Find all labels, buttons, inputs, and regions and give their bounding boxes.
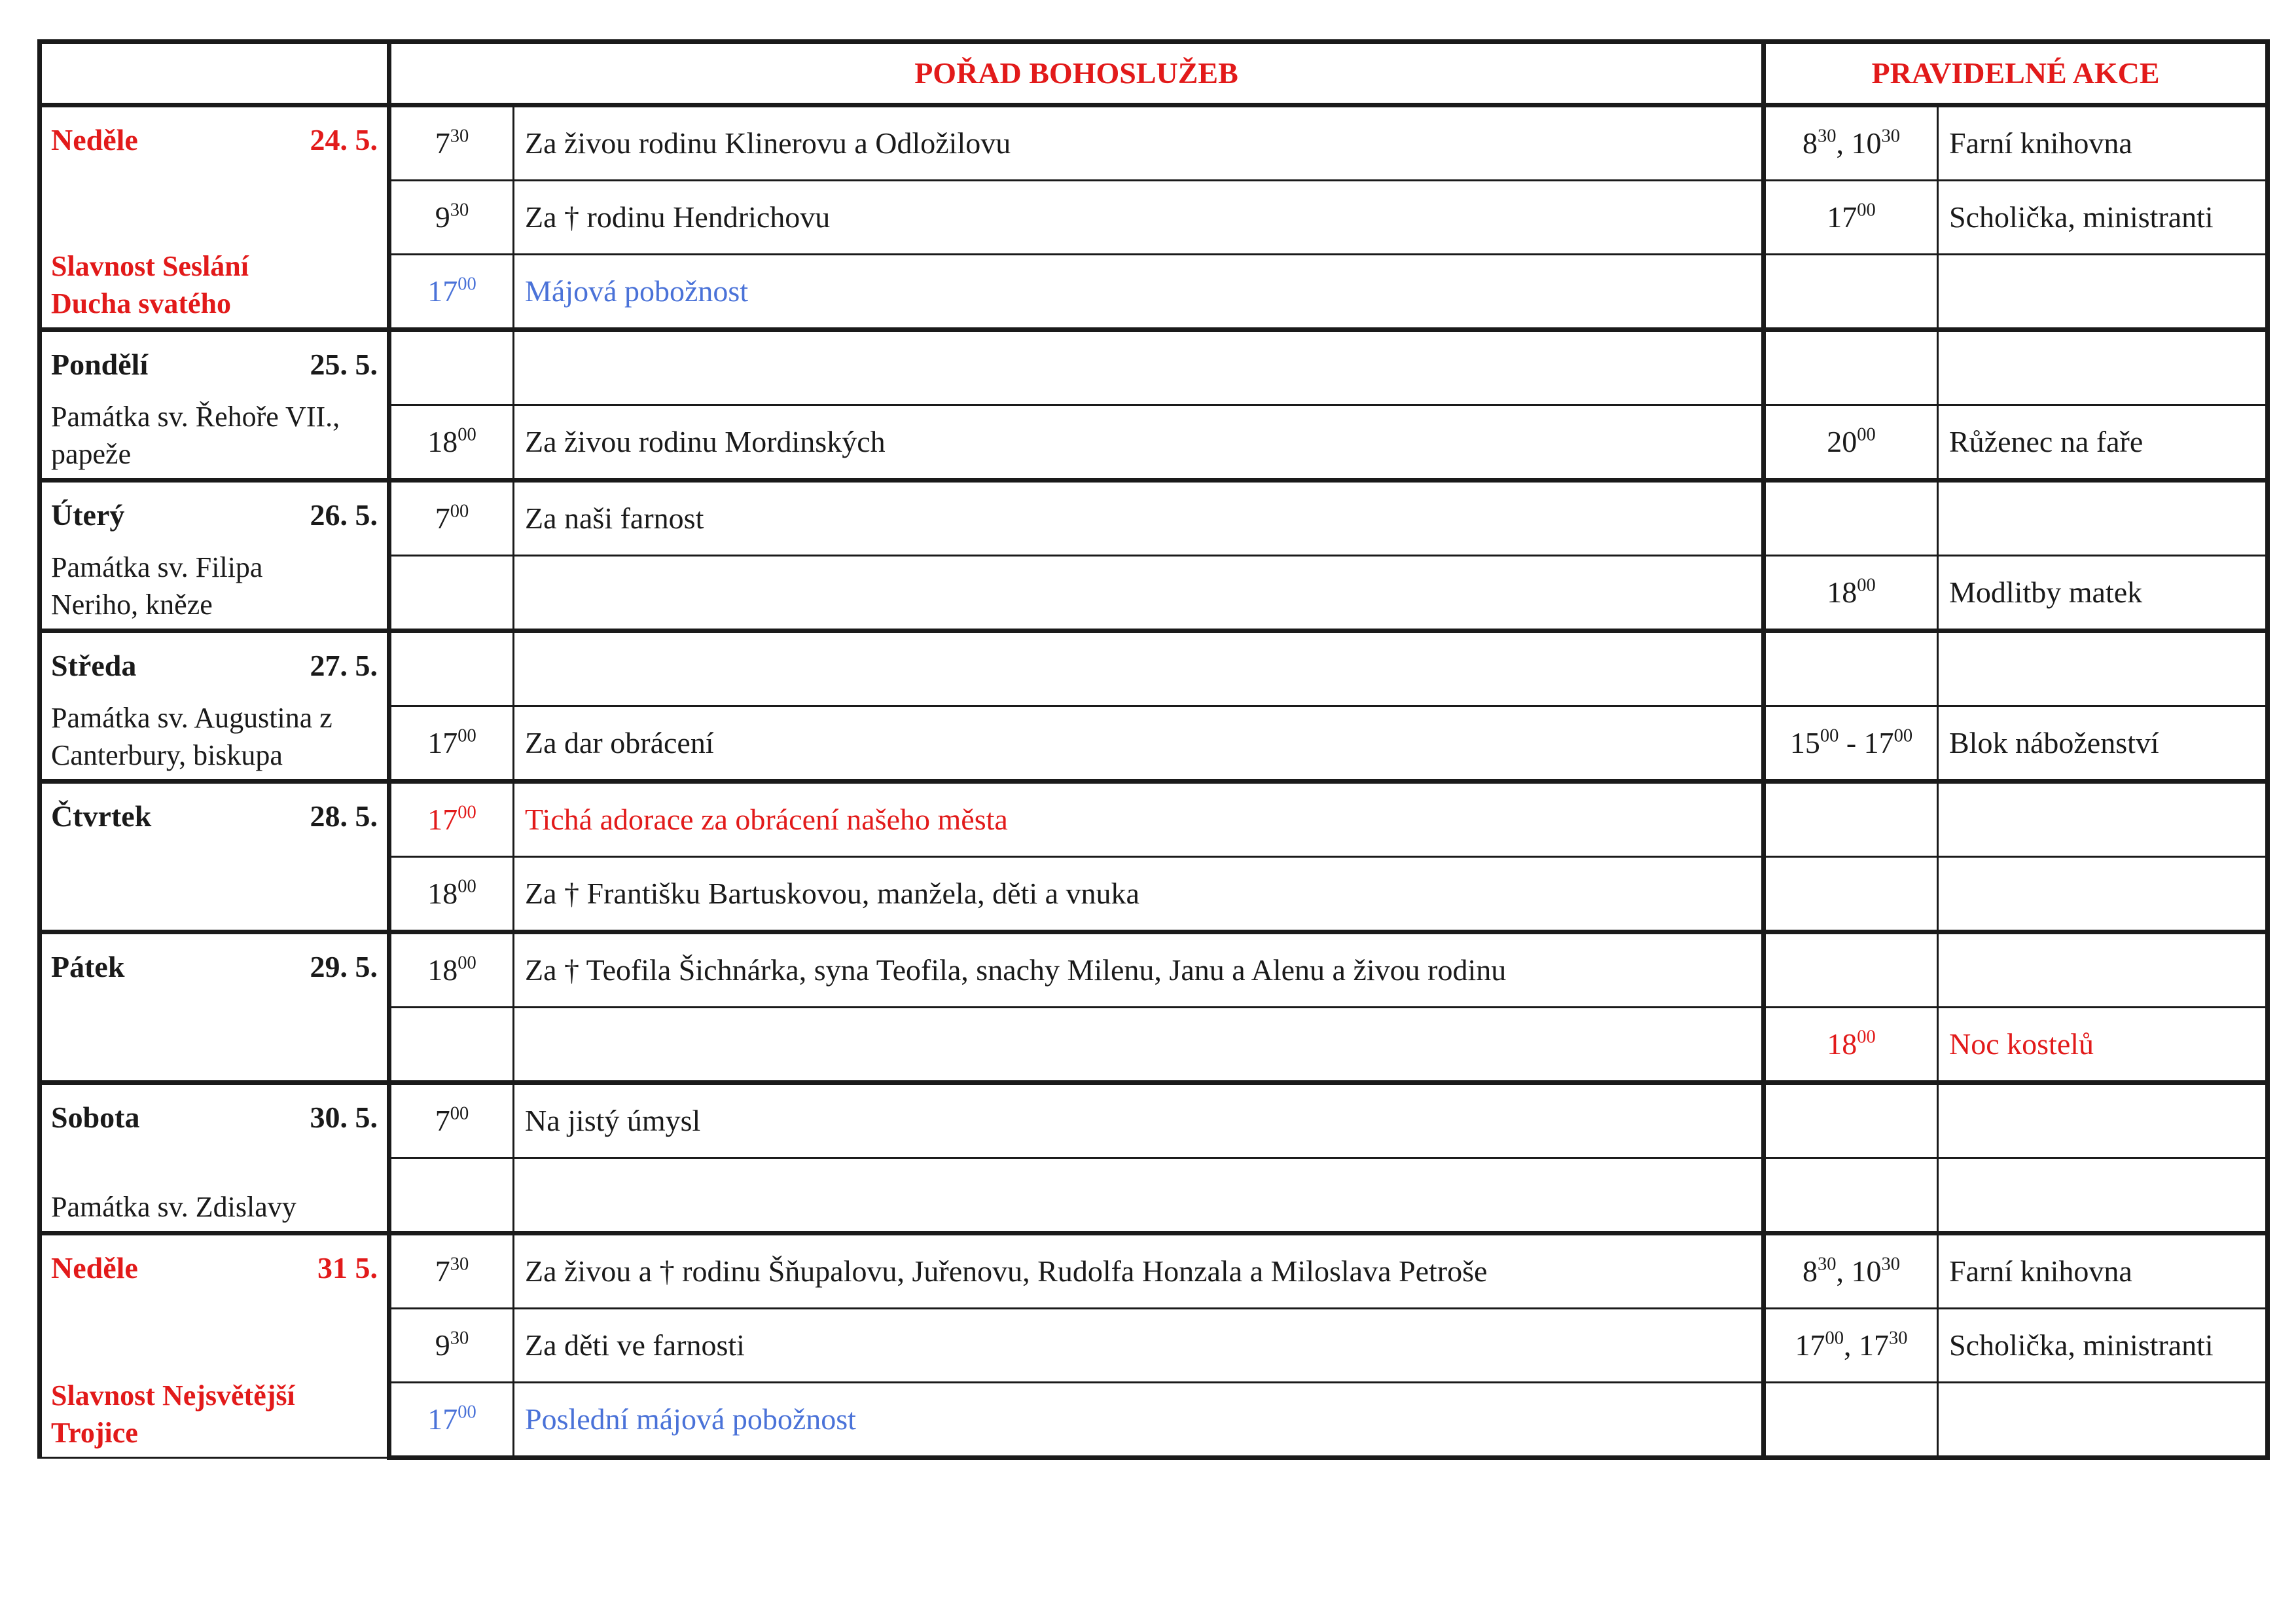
event-time bbox=[1764, 1383, 1938, 1458]
service-time: $7^{00}$ bbox=[389, 1083, 514, 1158]
event-name bbox=[1938, 255, 2268, 330]
day-name: Neděle bbox=[51, 1251, 138, 1285]
day-name: Pátek bbox=[51, 950, 125, 983]
schedule-row bbox=[40, 481, 2268, 556]
event-time: $17^{00}$ bbox=[1764, 181, 1938, 255]
event-time bbox=[1764, 782, 1938, 857]
schedule-table bbox=[37, 39, 2270, 1460]
service-text: Za † Františku Bartuskovou, manžela, děti a vnuka bbox=[514, 857, 1764, 932]
service-text: Za † Teofila Šichnárka, syna Teofila, snachy Milenu, Janu a Alenu a živou rodinu bbox=[514, 932, 1764, 1008]
event-name bbox=[1938, 481, 2268, 556]
day-note: Slavnost Seslání Ducha svatého bbox=[51, 250, 249, 319]
event-time: $15^{00} - 17^{00}$ bbox=[1764, 706, 1938, 782]
event-time: $8^{30}$, $10^{30}$ bbox=[1764, 1233, 1938, 1309]
service-text: Za živou a † rodinu Šňupalovu, Juřenovu, Rudolfa Honzala a Miloslava Petroše bbox=[514, 1233, 1764, 1309]
event-time bbox=[1764, 330, 1938, 405]
day-date: 27. 5. bbox=[310, 649, 378, 682]
day-name: Neděle bbox=[51, 123, 138, 156]
schedule-row bbox=[40, 105, 2268, 181]
service-text: Za dar obrácení bbox=[514, 706, 1764, 782]
day-name: Úterý bbox=[51, 498, 125, 532]
service-time bbox=[389, 330, 514, 405]
service-time: $17^{00}$ bbox=[389, 782, 514, 857]
event-name: Noc kostelů bbox=[1938, 1008, 2268, 1083]
service-time: $18^{00}$ bbox=[389, 405, 514, 481]
service-text: Za naši farnost bbox=[514, 481, 1764, 556]
event-name: Scholička, ministranti bbox=[1938, 181, 2268, 255]
service-text: Poslední májová pobožnost bbox=[514, 1383, 1764, 1458]
service-time bbox=[389, 556, 514, 631]
day-cell bbox=[40, 330, 389, 481]
event-name: Blok náboženství bbox=[1938, 706, 2268, 782]
service-text bbox=[514, 1158, 1764, 1233]
header-empty-cell bbox=[40, 42, 389, 105]
day-cell bbox=[40, 932, 389, 1083]
service-time bbox=[389, 1008, 514, 1083]
service-text bbox=[514, 330, 1764, 405]
day-note: Památka sv. Augustina z Canterbury, biskupa bbox=[51, 702, 332, 771]
service-time: $7^{00}$ bbox=[389, 481, 514, 556]
event-name bbox=[1938, 1383, 2268, 1458]
event-time bbox=[1764, 1158, 1938, 1233]
service-time: $7^{30}$ bbox=[389, 105, 514, 181]
schedule-row bbox=[40, 330, 2268, 405]
event-name bbox=[1938, 330, 2268, 405]
event-name bbox=[1938, 932, 2268, 1008]
event-name bbox=[1938, 857, 2268, 932]
day-name: Sobota bbox=[51, 1101, 140, 1134]
schedule-row bbox=[40, 932, 2268, 1008]
event-name: Scholička, ministranti bbox=[1938, 1309, 2268, 1383]
service-time: $17^{00}$ bbox=[389, 706, 514, 782]
event-time: $8^{30}$, $10^{30}$ bbox=[1764, 105, 1938, 181]
service-time: $18^{00}$ bbox=[389, 932, 514, 1008]
event-time bbox=[1764, 1083, 1938, 1158]
service-text bbox=[514, 1008, 1764, 1083]
day-note: Slavnost Nejsvětější Trojice bbox=[51, 1379, 295, 1449]
event-time bbox=[1764, 631, 1938, 706]
day-name: Čtvrtek bbox=[51, 799, 152, 833]
event-name: Farní knihovna bbox=[1938, 105, 2268, 181]
day-name: Pondělí bbox=[51, 348, 149, 381]
service-time: $7^{30}$ bbox=[389, 1233, 514, 1309]
service-text: Za živou rodinu Klinerovu a Odložilovu bbox=[514, 105, 1764, 181]
day-date: 25. 5. bbox=[310, 348, 378, 381]
schedule-row bbox=[40, 631, 2268, 706]
service-time: $18^{00}$ bbox=[389, 857, 514, 932]
events-title: PRAVIDELNÉ AKCE bbox=[1764, 42, 2268, 105]
day-cell bbox=[40, 1233, 389, 1458]
day-date: 30. 5. bbox=[310, 1101, 378, 1134]
schedule-row bbox=[40, 1233, 2268, 1309]
event-time bbox=[1764, 857, 1938, 932]
service-text: Májová pobožnost bbox=[514, 255, 1764, 330]
schedule-row bbox=[40, 782, 2268, 857]
day-date: 31 5. bbox=[317, 1251, 378, 1285]
service-text bbox=[514, 556, 1764, 631]
event-time: $17^{00}$, $17^{30}$ bbox=[1764, 1309, 1938, 1383]
service-text: Za † rodinu Hendrichovu bbox=[514, 181, 1764, 255]
day-cell bbox=[40, 105, 389, 330]
service-time bbox=[389, 1158, 514, 1233]
service-text: Na jistý úmysl bbox=[514, 1083, 1764, 1158]
event-name: Modlitby matek bbox=[1938, 556, 2268, 631]
header-row bbox=[40, 42, 2268, 105]
event-time bbox=[1764, 255, 1938, 330]
service-text: Za živou rodinu Mordinských bbox=[514, 405, 1764, 481]
event-time bbox=[1764, 481, 1938, 556]
service-text bbox=[514, 631, 1764, 706]
day-date: 26. 5. bbox=[310, 498, 378, 532]
day-note: Památka sv. Filipa Neriho, kněze bbox=[51, 551, 263, 621]
day-cell bbox=[40, 631, 389, 782]
event-name bbox=[1938, 1158, 2268, 1233]
event-time: $18^{00}$ bbox=[1764, 1008, 1938, 1083]
event-name: Růženec na faře bbox=[1938, 405, 2268, 481]
day-date: 24. 5. bbox=[310, 123, 378, 156]
day-note: Památka sv. Zdislavy bbox=[51, 1190, 296, 1223]
event-name bbox=[1938, 782, 2268, 857]
day-cell bbox=[40, 481, 389, 631]
services-title: POŘAD BOHOSLUŽEB bbox=[389, 42, 1764, 105]
day-date: 28. 5. bbox=[310, 799, 378, 833]
schedule-row bbox=[40, 1083, 2268, 1158]
event-time: $20^{00}$ bbox=[1764, 405, 1938, 481]
day-name: Středa bbox=[51, 649, 137, 682]
service-time: $17^{00}$ bbox=[389, 255, 514, 330]
service-time: $17^{00}$ bbox=[389, 1383, 514, 1458]
event-name bbox=[1938, 1083, 2268, 1158]
service-text: Za děti ve farnosti bbox=[514, 1309, 1764, 1383]
day-cell bbox=[40, 782, 389, 932]
service-time bbox=[389, 631, 514, 706]
day-note: Památka sv. Řehoře VII., papeže bbox=[51, 401, 340, 470]
event-time bbox=[1764, 932, 1938, 1008]
service-time: $9^{30}$ bbox=[389, 181, 514, 255]
event-name bbox=[1938, 631, 2268, 706]
event-name: Farní knihovna bbox=[1938, 1233, 2268, 1309]
day-cell bbox=[40, 1083, 389, 1233]
event-time: $18^{00}$ bbox=[1764, 556, 1938, 631]
day-date: 29. 5. bbox=[310, 950, 378, 983]
service-text: Tichá adorace za obrácení našeho města bbox=[514, 782, 1764, 857]
service-time: $9^{30}$ bbox=[389, 1309, 514, 1383]
